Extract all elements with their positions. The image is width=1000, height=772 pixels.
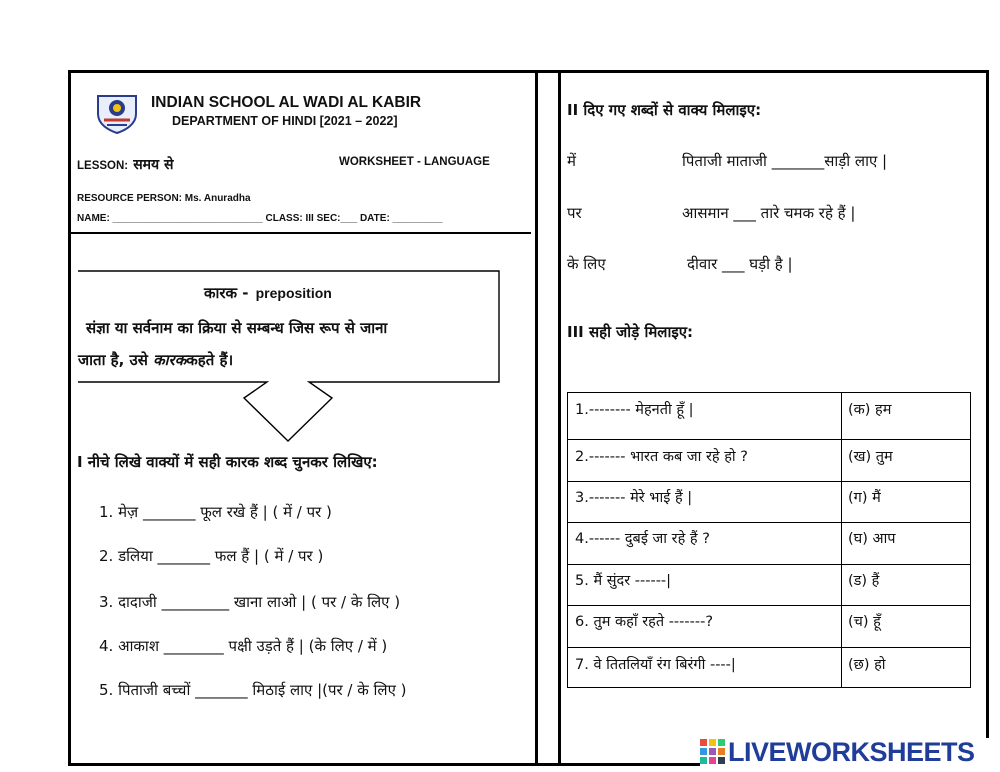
section-2-word: में xyxy=(567,152,576,170)
match-left-cell: 2.------- भारत कब जा रहे हो ? xyxy=(575,449,748,465)
section-1-item: 4. आकाश ________ पक्षी उड़ते हैं | (के लिए / में ) xyxy=(99,637,388,655)
lesson-label: LESSON: xyxy=(77,160,129,172)
liveworksheets-logo-icon xyxy=(700,739,726,765)
definition-line-2-start: जाता है, उसे xyxy=(78,351,148,369)
definition-title-english: preposition xyxy=(255,285,332,301)
student-fields: NAME: ___________________________ CLASS: III SEC:___ DATE: _________ xyxy=(77,213,443,224)
match-right-cell: (छ) हो xyxy=(848,657,886,673)
section-2-heading: II दिए गए शब्दों से वाक्य मिलाइए: xyxy=(567,101,762,119)
section-3-heading: III सही जोड़े मिलाइए: xyxy=(567,323,694,341)
section-1-item: 2. डलिया _______ फल हैं | ( में / पर ) xyxy=(99,547,324,565)
match-left-cell: 5. मैं सुंदर ------| xyxy=(575,573,672,589)
section-2-sentence: पिताजी माताजी _______साड़ी लाए | xyxy=(682,152,888,170)
match-left-cell: 7. वे तितलियाँ रंग बिरंगी ----| xyxy=(575,657,736,673)
match-row-border xyxy=(568,605,970,606)
lesson-line xyxy=(77,154,174,174)
school-name: INDIAN SCHOOL AL WADI AL KABIR xyxy=(151,94,422,111)
liveworksheets-watermark xyxy=(700,738,996,768)
match-left-cell: 4.------ दुबई जा रहे हैं ? xyxy=(575,531,710,547)
match-left-cell: 3.------- मेरे भाई हैं | xyxy=(575,490,693,506)
section-1-heading: I नीचे लिखे वाक्यों में सही कारक शब्द चुनकर लिखिए: xyxy=(77,453,378,471)
match-row-border xyxy=(568,522,970,523)
definition-title-hindi: कारक - xyxy=(204,284,249,302)
definition-line-1: संज्ञा या सर्वनाम का क्रिया से सम्बन्ध जिस रूप से जाना xyxy=(86,319,388,337)
match-right-cell: (क) हम xyxy=(848,402,892,418)
section-2-sentence: दीवार ___ घड़ी है | xyxy=(687,255,793,273)
match-right-cell: (ख) तुम xyxy=(848,449,893,465)
section-1-item: 5. पिताजी बच्चों _______ मिठाई लाए |(पर / के लिए ) xyxy=(99,681,407,699)
match-right-cell: (ड) हैं xyxy=(848,573,880,589)
lesson-name: समय से xyxy=(133,157,174,173)
match-left-cell: 6. तुम कहाँ रहते -------? xyxy=(575,614,714,630)
match-row-border xyxy=(568,481,970,482)
match-row-border xyxy=(568,439,970,440)
match-table-divider xyxy=(841,393,842,687)
section-2-word: पर xyxy=(567,204,582,222)
definition-line-2-end: कहते हैं। xyxy=(186,351,234,369)
watermark-text: LIVEWORKSHEETS xyxy=(728,737,975,767)
definition-title xyxy=(204,283,332,303)
worksheet-type: WORKSHEET - LANGUAGE xyxy=(339,156,490,168)
section-1-item: 3. दादाजी _________ खाना लाओ | ( पर / के लिए ) xyxy=(99,593,401,611)
school-logo xyxy=(92,92,142,134)
resource-person: RESOURCE PERSON: Ms. Anuradha xyxy=(77,193,251,204)
section-1-item: 1. मेज़ _______ फूल रखे हैं | ( में / पर ) xyxy=(99,503,332,521)
section-2-sentence: आसमान ___ तारे चमक रहे हैं | xyxy=(682,204,856,222)
match-right-cell: (ग) मैं xyxy=(848,490,881,506)
match-right-cell: (च) हूँ xyxy=(848,614,881,630)
match-row-border xyxy=(568,647,970,648)
match-row-border xyxy=(568,564,970,565)
definition-karak-term: कारक xyxy=(153,351,187,369)
definition-line-2 xyxy=(78,350,233,370)
match-table xyxy=(567,392,971,688)
match-left-cell: 1.-------- मेहनती हूँ | xyxy=(575,402,694,418)
department-title: DEPARTMENT OF HINDI [2021 – 2022] xyxy=(172,114,398,128)
match-right-cell: (घ) आप xyxy=(848,531,896,547)
section-2-word: के लिए xyxy=(567,255,606,273)
